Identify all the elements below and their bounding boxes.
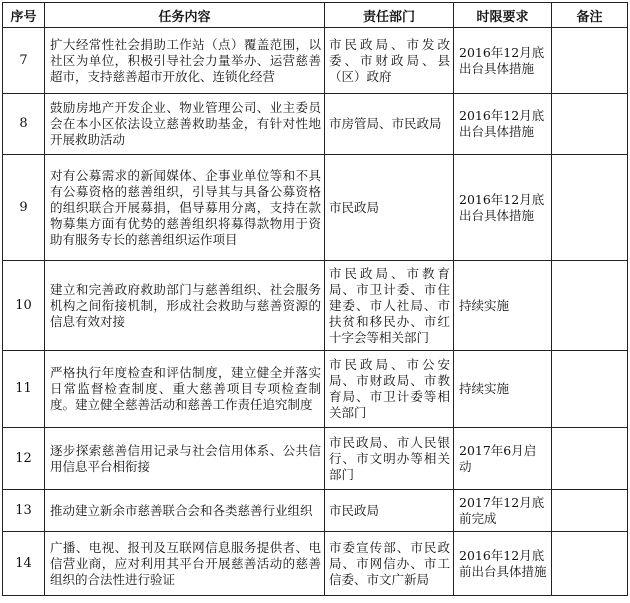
row-task-content: 对有公募需求的新闻媒体、企事业单位等和不具有公募资格的慈善组织，引导其与具备公募资格的组织联合开展募捐，倡导募用分离，支持在款物募集方面有优势的慈善组织将募得款物用于资助有服务专长的慈善组织运作项目	[45, 155, 325, 261]
row-responsible-dept: 市民政局、市公安局、市财政局、市教育局、市卫计委等相关部门	[325, 351, 454, 428]
row-deadline: 2017年12月底前完成	[454, 490, 552, 532]
row-deadline: 2016年12月底出台具体措施	[454, 94, 552, 155]
row-responsible-dept: 市民政局、市人民银行、市文明办等相关部门	[325, 428, 454, 490]
row-deadline: 2016年12月底前出台具体措施	[454, 532, 552, 596]
row-serial: 13	[3, 490, 45, 532]
header-task-content: 任务内容	[45, 3, 325, 28]
row-serial: 11	[3, 351, 45, 428]
header-remarks: 备注	[552, 3, 628, 28]
row-remarks	[552, 351, 628, 428]
table-row	[3, 428, 628, 490]
row-serial: 12	[3, 428, 45, 490]
row-deadline: 持续实施	[454, 261, 552, 351]
row-task-content: 鼓励房地产开发企业、物业管理公司、业主委员会在本小区依法设立慈善救助基金，有针对性地开展救助活动	[45, 94, 325, 155]
row-responsible-dept: 市民政局	[325, 490, 454, 532]
header-responsible-dept: 责任部门	[325, 3, 454, 28]
row-task-content: 严格执行年度检查和评估制度，建立健全并落实日常监督检查制度、重大慈善项目专项检查制度。建立健全慈善活动和慈善工作责任追究制度	[45, 351, 325, 428]
row-responsible-dept: 市委宣传部、市民政局、市网信办、市工信委、市文广新局	[325, 532, 454, 596]
row-responsible-dept: 市民政局、市教育局、市卫计委、市住建委、市人社局、市扶贫和移民办、市红十字会等相关部门	[325, 261, 454, 351]
row-serial: 8	[3, 94, 45, 155]
row-remarks	[552, 490, 628, 532]
table-row	[3, 490, 628, 532]
row-remarks	[552, 261, 628, 351]
row-task-content: 扩大经常性社会捐助工作站（点）覆盖范围，以社区为单位，积极引导社会力量举办、运营慈善超市，支持慈善超市开放化、连锁化经营	[45, 28, 325, 94]
row-remarks	[552, 428, 628, 490]
row-remarks	[552, 155, 628, 261]
row-responsible-dept: 市房管局、市民政局	[325, 94, 454, 155]
table-row	[3, 155, 628, 261]
row-responsible-dept: 市民政局	[325, 155, 454, 261]
header-deadline: 时限要求	[454, 3, 552, 28]
row-serial: 9	[3, 155, 45, 261]
row-remarks	[552, 532, 628, 596]
row-deadline: 持续实施	[454, 351, 552, 428]
row-remarks	[552, 94, 628, 155]
task-table-container	[2, 2, 627, 596]
table-row	[3, 532, 628, 596]
row-task-content: 推动建立新余市慈善联合会和各类慈善行业组织	[45, 490, 325, 532]
table-row	[3, 261, 628, 351]
row-task-content: 建立和完善政府救助部门与慈善组织、社会服务机构之间衔接机制，形成社会救助与慈善资源的信息有效对接	[45, 261, 325, 351]
row-serial: 7	[3, 28, 45, 94]
table-row	[3, 28, 628, 94]
row-task-content: 广播、电视、报刊及互联网信息服务提供者、电信营业商，应对利用其平台开展慈善活动的慈善组织的合法性进行验证	[45, 532, 325, 596]
header-serial: 序号	[3, 3, 45, 28]
row-deadline: 2016年12月底出台具体措施	[454, 155, 552, 261]
row-remarks	[552, 28, 628, 94]
task-table	[2, 2, 628, 596]
row-responsible-dept: 市民政局、市发改委、市财政局、县（区）政府	[325, 28, 454, 94]
row-task-content: 逐步探索慈善信用记录与社会信用体系、公共信用信息平台相衔接	[45, 428, 325, 490]
table-header-row	[3, 3, 628, 28]
row-deadline: 2017年6月启动	[454, 428, 552, 490]
row-serial: 10	[3, 261, 45, 351]
row-deadline: 2016年12月底出台具体措施	[454, 28, 552, 94]
table-row	[3, 351, 628, 428]
row-serial: 14	[3, 532, 45, 596]
table-row	[3, 94, 628, 155]
